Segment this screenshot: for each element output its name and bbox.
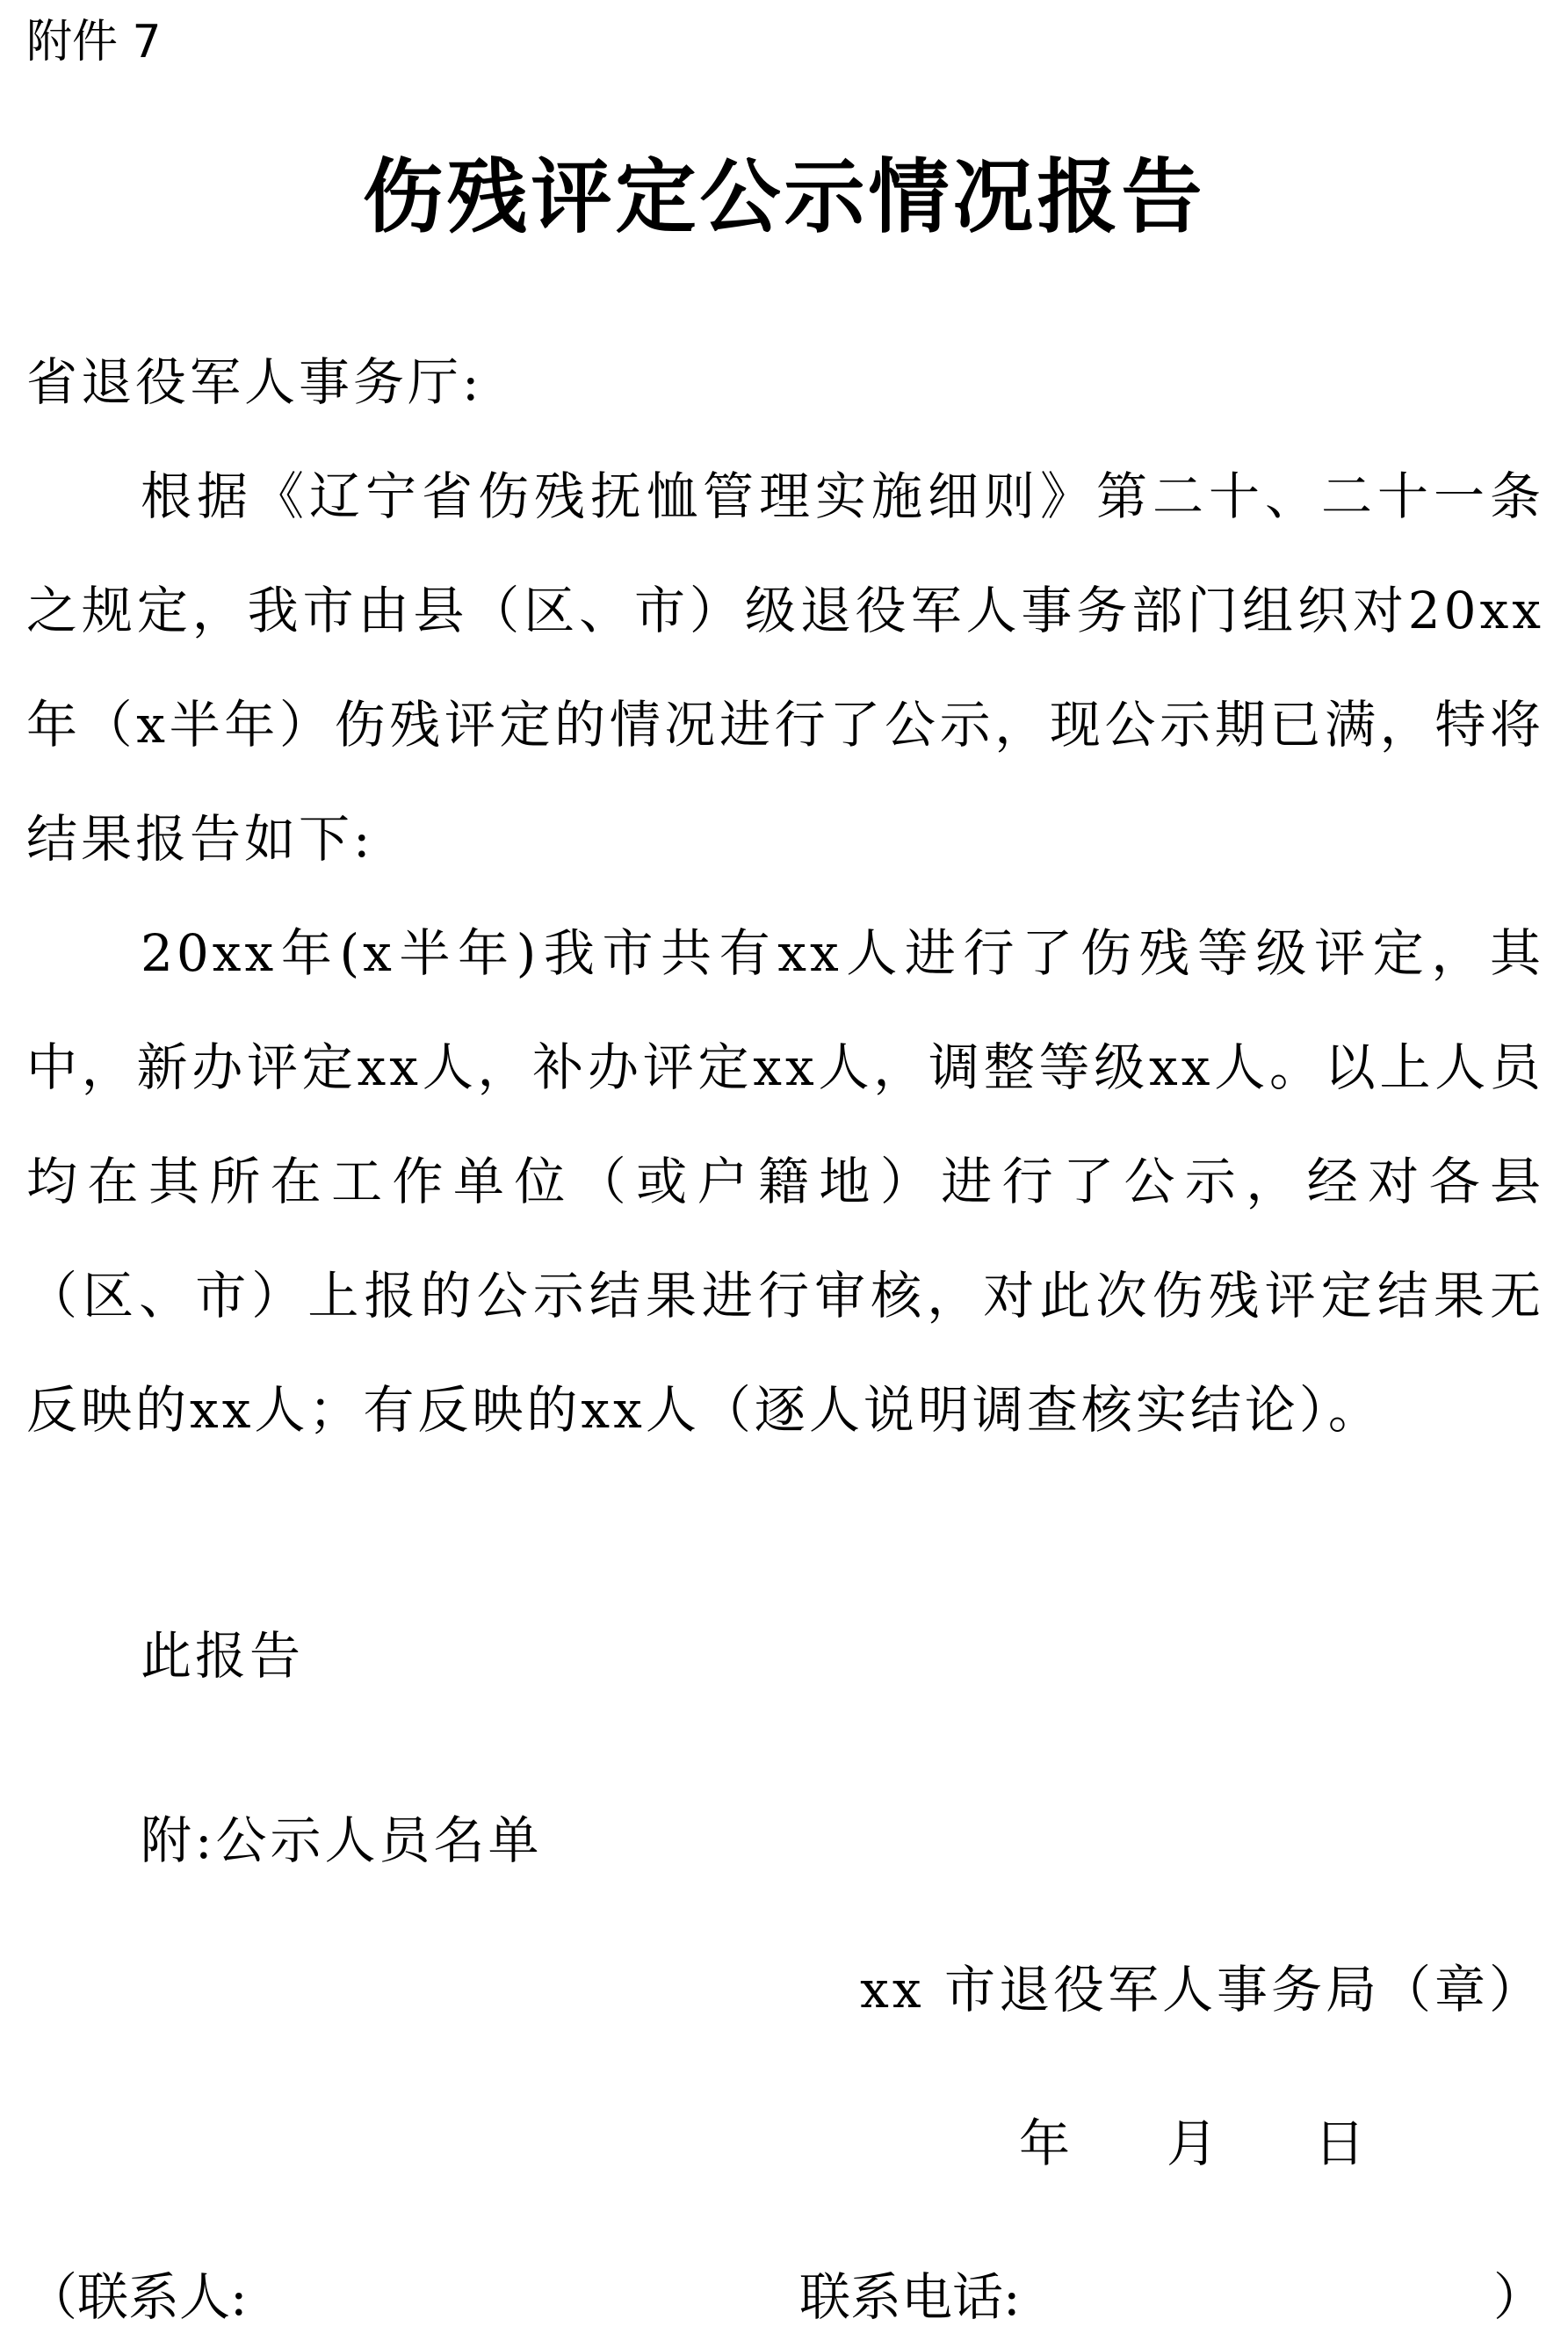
date-year: 年 xyxy=(1019,2113,1071,2173)
closing-text: 此报告 xyxy=(141,1626,305,1686)
attachment-label: 附件 7 xyxy=(26,16,162,69)
signer: xx 市退役军人事务局（章） xyxy=(860,1960,1543,2019)
salutation: 省退役军人事务厅: xyxy=(26,352,483,412)
contact-close-paren: ） xyxy=(1492,2267,1544,2327)
paragraph-2: 20xx年(x半年)我市共有xx人进行了伤残等级评定，其中，新办评定xx人，补办评定xx人，调整等级xx人。以上人员均在其所在工作单位（或户籍地）进行了公示，经对各县（区、市）上报的公示结果进行审核，对此次伤残评定结果无反映的xx人；有反映的xx人（逐人说明调查核实结论）。 xyxy=(26,923,1544,1440)
contact-person-label: （联系人: xyxy=(26,2267,248,2327)
paragraph-1: 根据《辽宁省伤残抚恤管理实施细则》第二十、二十一条之规定，我市由县（区、市）级退役军人事务部门组织对20xx年（x半年）伤残评定的情况进行了公示，现公示期已满，特将结果报告如下: xyxy=(26,466,1544,869)
attachment-note: 附:公示人员名单 xyxy=(141,1810,543,1870)
date-month: 月 xyxy=(1167,2113,1218,2173)
document-title: 伤残评定公示情况报告 xyxy=(362,150,1206,244)
date-line xyxy=(1019,2086,1365,2200)
contact-phone-label: 联系电话: xyxy=(799,2267,1021,2327)
date-day: 日 xyxy=(1314,2113,1366,2173)
